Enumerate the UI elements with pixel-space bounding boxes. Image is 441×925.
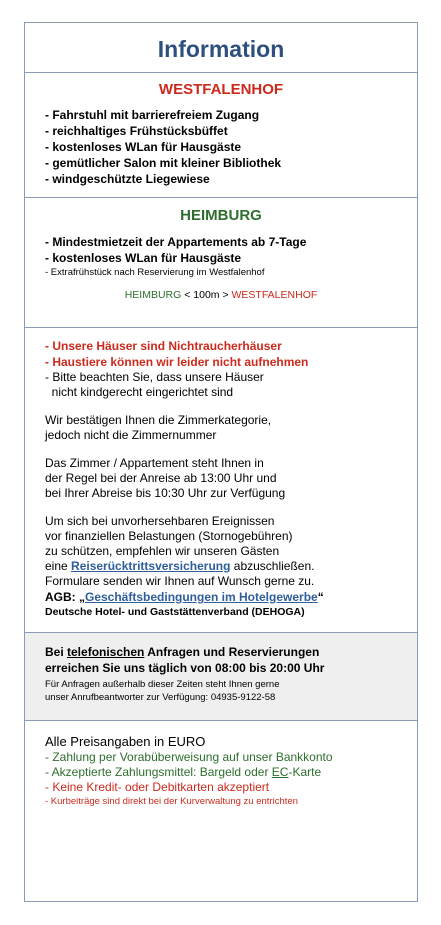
prices-heading: Alle Preisangaben in EURO — [45, 734, 206, 749]
distance-line — [25, 289, 417, 302]
title-section — [25, 23, 417, 73]
category-line: Wir bestätigen Ihnen die Zimmerkategorie, — [45, 413, 272, 427]
contact-pre: Bei — [45, 645, 68, 659]
contact-phone-word: telefonischen — [67, 645, 145, 659]
insurance-line: zu schützen, empfehlen wir unseren Gästen — [45, 544, 280, 558]
payment-transfer: - Zahlung per Vorabüberweisung auf unser Bankkonto — [45, 750, 333, 764]
agb-label: AGB: „ — [45, 590, 85, 604]
agb-line — [45, 589, 417, 605]
no-cards: - Keine Kredit- oder Debitkarten akzeptiert — [45, 780, 270, 794]
insurance-pre: eine — [45, 559, 72, 573]
westfalenhof-item: - windgeschützte Liegewiese — [45, 172, 210, 186]
distance-middle: < 100m > — [181, 289, 232, 301]
westfalenhof-item: - Fahrstuhl mit barrierefreiem Zugang — [45, 108, 260, 122]
westfalenhof-item: - kostenloses WLan für Hausgäste — [45, 140, 242, 154]
westfalenhof-item: - reichhaltiges Frühstücksbüffet — [45, 124, 228, 138]
times-line: bei Ihrer Abreise bis 10:30 Uhr zur Verfügung — [45, 486, 286, 500]
contact-note: Für Anfragen außerhalb dieser Zeiten steht Ihnen gerne — [45, 679, 280, 690]
prices-section — [25, 721, 417, 901]
heimburg-note: - Extrafrühstück nach Reservierung im Westfalenhof — [45, 267, 265, 278]
westfalenhof-heading: WESTFALENHOF — [158, 81, 284, 98]
kurbeitraege-note: - Kurbeiträge sind direkt bei der Kurverwaltung zu entrichten — [45, 796, 298, 807]
page-title: Information — [157, 36, 285, 62]
information-card — [24, 22, 418, 902]
no-pets-rule: - Haustiere können wir leider nicht aufnehmen — [45, 355, 309, 369]
payment-methods — [45, 765, 417, 780]
contact-hours: erreichen Sie uns täglich von 08:00 bis 20:00 Uhr — [45, 661, 325, 675]
payment-ec: EC — [271, 765, 289, 779]
rules-section — [25, 328, 417, 633]
category-line: jedoch nicht die Zimmernummer — [45, 428, 217, 442]
payment-methods-post: -Karte — [288, 765, 322, 779]
non-smoking-rule: - Unsere Häuser sind Nichtraucherhäuser — [45, 339, 282, 353]
distance-heimburg: HEIMBURG — [124, 289, 182, 301]
forms-line: Formulare senden wir Ihnen auf Wunsch gerne zu. — [45, 574, 315, 588]
payment-methods-pre: - Akzeptierte Zahlungsmittel: Bargeld oder — [45, 765, 272, 779]
insurance-post: abzuschließen. — [230, 559, 315, 573]
insurance-link-line — [45, 559, 417, 574]
child-note-line: nicht kindgerecht eingerichtet sind — [45, 385, 234, 399]
heimburg-item: - kostenloses WLan für Hausgäste — [45, 251, 242, 265]
contact-line — [45, 644, 417, 660]
heimburg-section — [25, 198, 417, 328]
times-line: Das Zimmer / Appartement steht Ihnen in — [45, 456, 264, 470]
heimburg-heading: HEIMBURG — [180, 207, 262, 224]
contact-note: unser Anrufbeantworter zur Verfügung: 04935-9122-58 — [45, 692, 276, 703]
contact-post: Anfragen und Reservierungen — [144, 645, 320, 659]
agb-close: “ — [317, 590, 324, 604]
heimburg-item: - Mindestmietzeit der Appartements ab 7-Tage — [45, 235, 307, 249]
insurance-link[interactable]: Reiserücktrittsversicherung — [71, 559, 231, 573]
agb-link[interactable]: Geschäftsbedingungen im Hotelgewerbe — [85, 590, 318, 604]
distance-westfalenhof: WESTFALENHOF — [231, 289, 318, 301]
insurance-line: Um sich bei unvorhersehbaren Ereignissen — [45, 514, 275, 528]
westfalenhof-section — [25, 73, 417, 198]
times-line: der Regel bei der Anreise ab 13:00 Uhr und — [45, 471, 277, 485]
child-note-line: - Bitte beachten Sie, dass unsere Häuser — [45, 370, 264, 384]
westfalenhof-item: - gemütlicher Salon mit kleiner Bibliothek — [45, 156, 282, 170]
contact-section — [25, 633, 417, 721]
insurance-line: vor finanziellen Belastungen (Stornogebühren) — [45, 529, 293, 543]
dehoga-line: Deutsche Hotel- und Gaststättenverband (DEHOGA) — [45, 606, 305, 618]
